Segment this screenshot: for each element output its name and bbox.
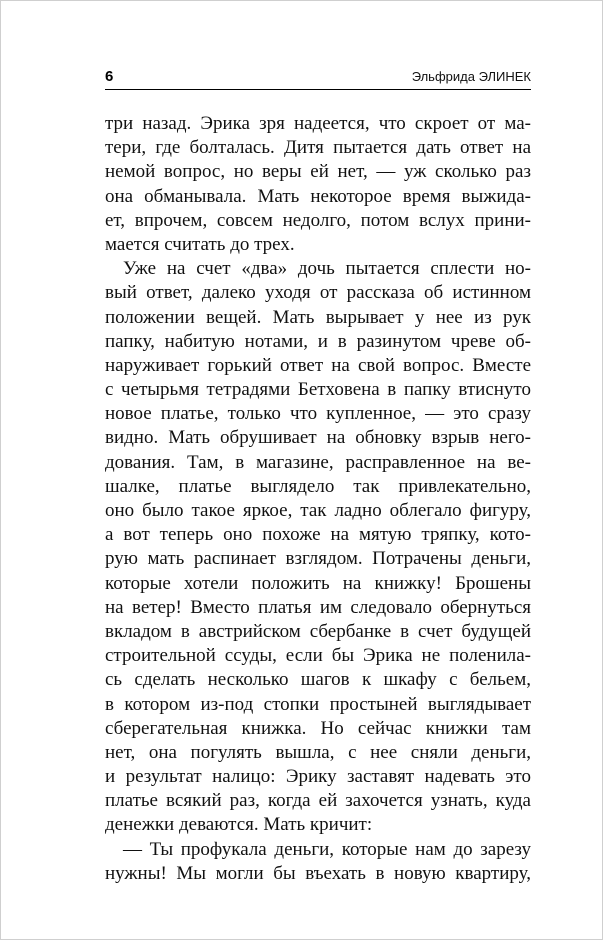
page-header xyxy=(105,67,531,89)
running-title: Эльфрида ЭЛИНЕК xyxy=(411,69,531,84)
text-line: папку, набитую нотами, и в разинутом чреве об- xyxy=(105,330,531,352)
text-line: платье всякий раз, когда ей захочется узнать, куда xyxy=(105,790,531,812)
text-line: тери, где болталась. Дитя пытается дать ответ на xyxy=(105,137,531,159)
text-line: дования. Там, в магазине, расправленное на ве- xyxy=(105,451,531,473)
text-line: Уже на счет «два» дочь пытается сплести но- xyxy=(123,258,531,280)
text-line: шалке, платье выглядело так привлекательно, xyxy=(105,475,531,497)
text-line: с четырьмя тетрадями Бетховена в папку втиснуто xyxy=(105,379,531,401)
text-line: новое платье, только что купленное, — это сразу xyxy=(105,403,531,425)
text-line: три назад. Эрика зря надеется, что скроет от ма- xyxy=(105,113,531,134)
text-line: рую мать распинает взглядом. Потрачены деньги, xyxy=(105,548,531,570)
text-line: видно. Мать обрушивает на обновку взрыв него- xyxy=(105,427,531,449)
text-line: строительной ссуды, если бы Эрика не поленила- xyxy=(105,645,531,667)
text-line: и результат налицо: Эрику заставят надевать это xyxy=(105,766,531,788)
text-line: она обманывала. Мать некоторое время выжида- xyxy=(105,185,531,207)
text-line: вый ответ, далеко уходя от рассказа об истинном xyxy=(105,282,531,304)
text-line: мается считать до трех. xyxy=(105,233,295,255)
text-line: вкладом в австрийском сбербанке в счет будущей xyxy=(105,620,531,642)
page-number: 6 xyxy=(105,68,114,85)
text-line: а вот теперь оно похоже на мятую тряпку, кото- xyxy=(105,524,531,546)
text-line: немой вопрос, но веры ей нет, — уж сколько раз xyxy=(105,161,531,183)
paragraph xyxy=(105,838,531,886)
text-line: сь сделать несколько шагов к шкафу с бельем, xyxy=(105,669,531,691)
text-line: положении вещей. Мать вырывает у нее из рук xyxy=(105,306,531,328)
text-line: которые хотели положить на книжку! Брошены xyxy=(105,572,531,594)
header-rule xyxy=(105,89,531,90)
text-line: денежки деваются. Мать кричит: xyxy=(105,814,373,836)
text-line: на ветер! Вместо платья им следовало обернуться xyxy=(105,596,531,618)
text-line: — Ты профукала деньги, которые нам до зарезу xyxy=(123,838,531,860)
paragraph xyxy=(105,257,531,838)
body-text xyxy=(105,112,531,886)
text-line: нет, она погулять вышла, с нее сняли деньги, xyxy=(105,741,531,763)
text-line: сберегательная книжка. Но сейчас книжки там xyxy=(105,717,531,739)
text-line: оно было такое яркое, так ладно облегало фигуру, xyxy=(105,500,531,521)
text-line: нужны! Мы могли бы въехать в новую квартиру, xyxy=(105,862,531,884)
text-line: ет, впрочем, совсем недолго, потом вслух прини- xyxy=(105,209,531,231)
paragraph xyxy=(105,112,531,257)
text-line: в котором из-под стопки простыней выглядывает xyxy=(105,693,531,715)
text-line: наруживает горький ответ на свой вопрос. Вместе xyxy=(105,354,531,376)
